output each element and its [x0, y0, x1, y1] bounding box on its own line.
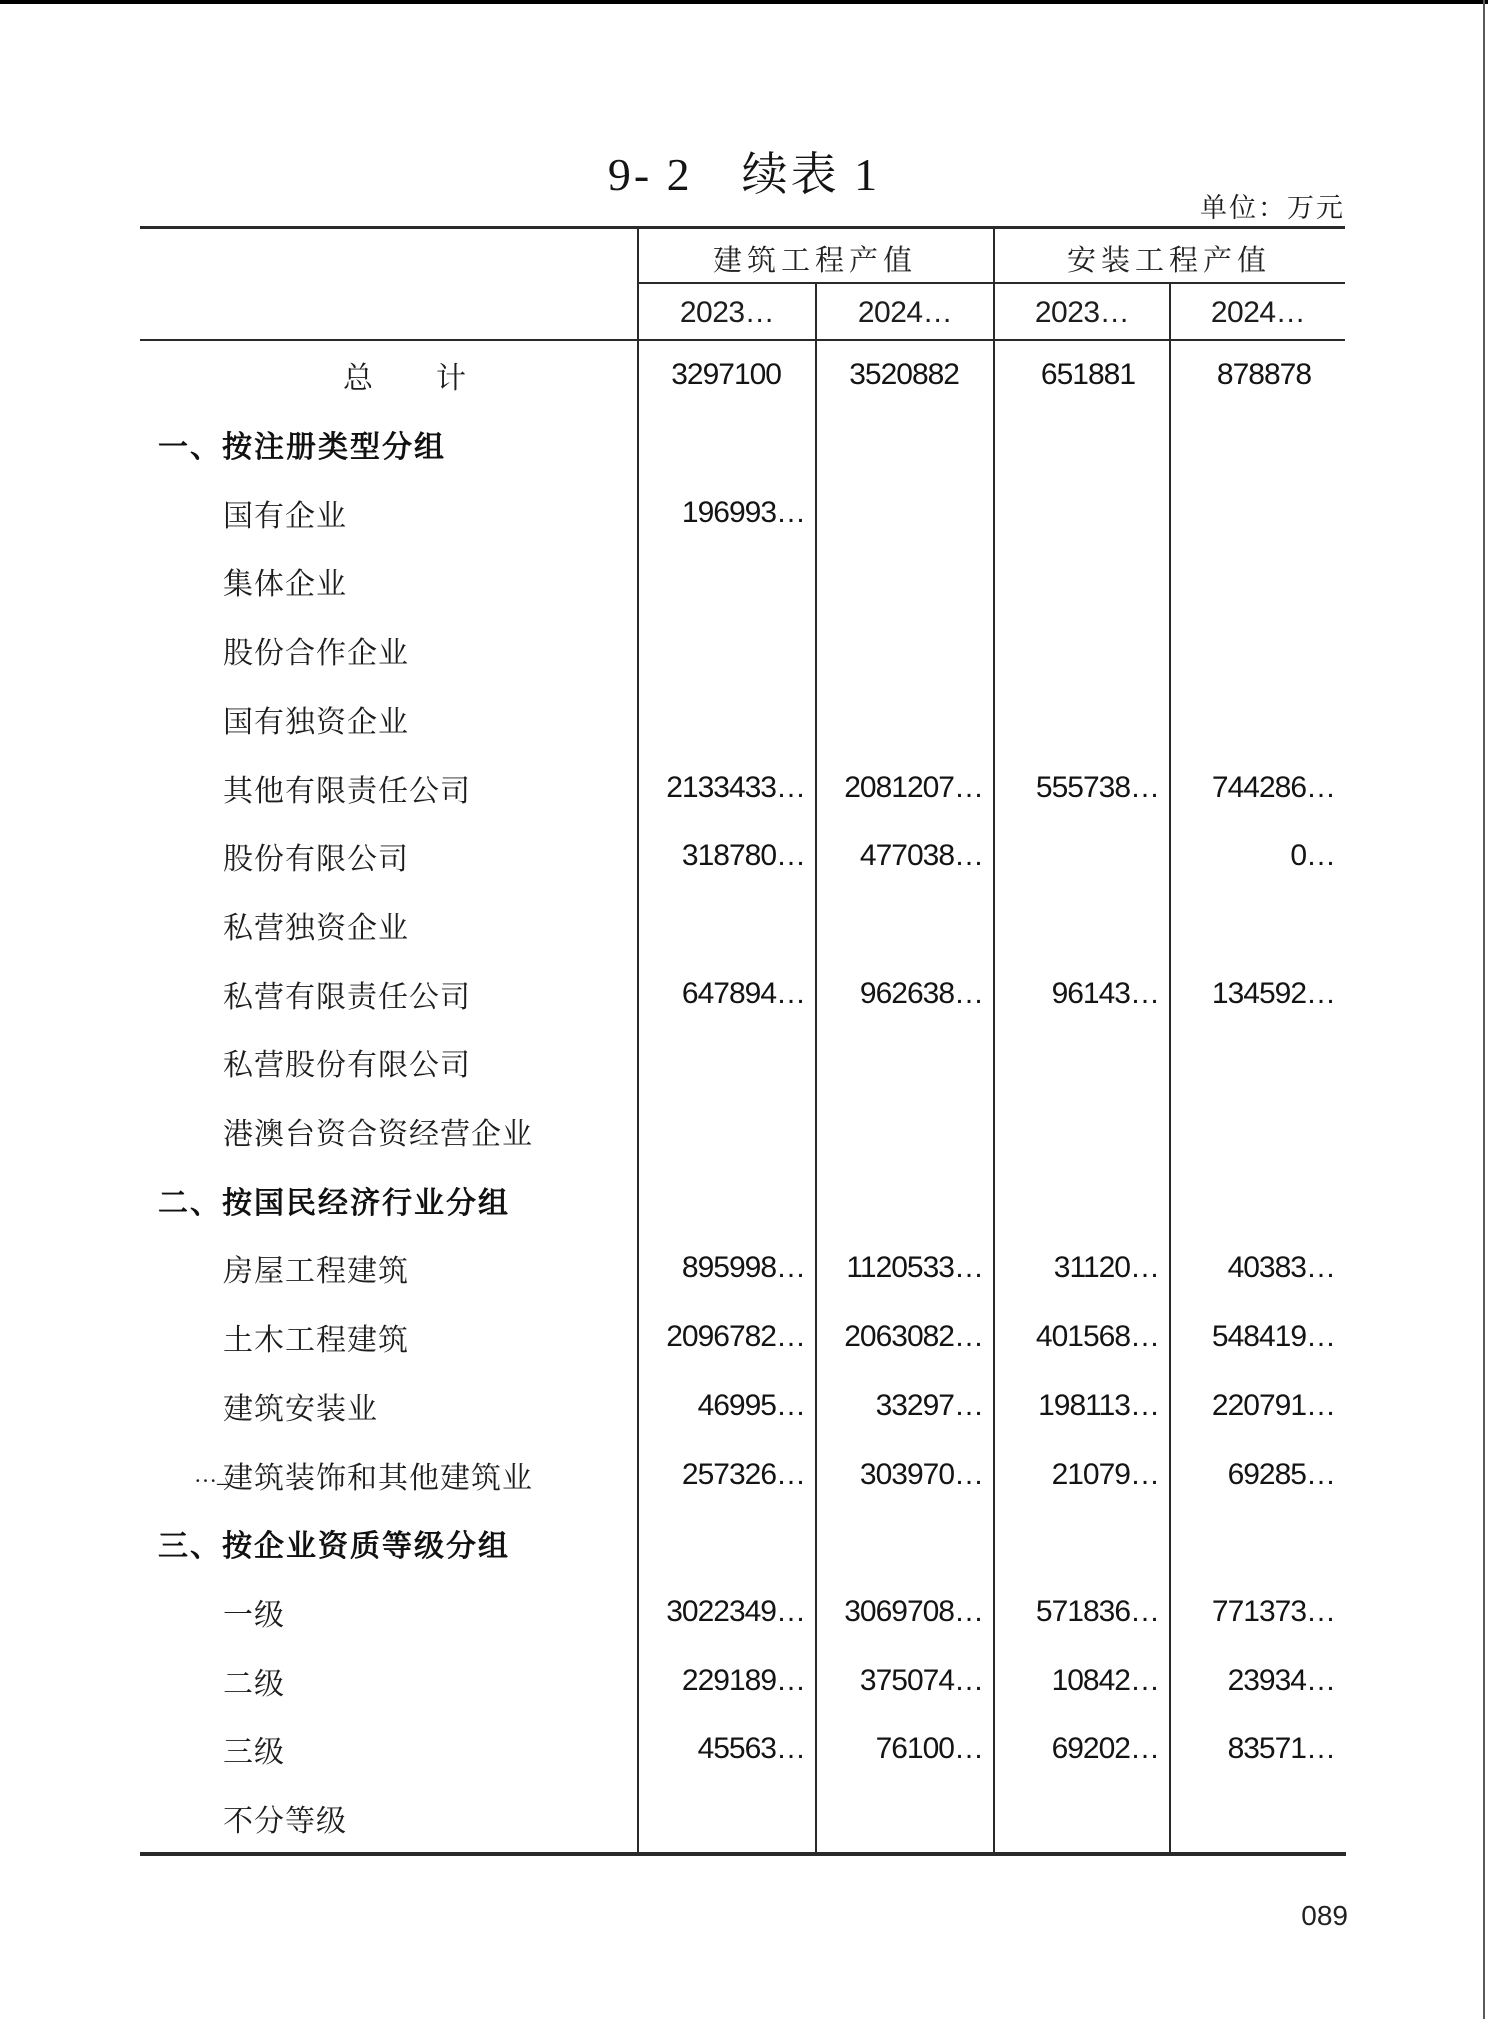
row-label: 不分等级	[223, 1805, 347, 1839]
truncation-marks: …_	[194, 1461, 229, 1487]
page-number: 089	[1301, 1900, 1348, 1931]
cell-value: 771373…	[1211, 1594, 1335, 1628]
row-label: 国有独资企业	[223, 705, 409, 739]
section-heading: 三、按企业资质等级分组	[158, 1530, 510, 1564]
row-label: 集体企业	[223, 568, 347, 602]
cell-value: 3069708…	[844, 1594, 983, 1628]
cell-value: 76100…	[875, 1732, 983, 1766]
cell-value: 96143…	[1051, 976, 1159, 1010]
cell-value: 220791…	[1211, 1388, 1335, 1422]
cell-value: 477038…	[859, 839, 983, 873]
row-label: 二级	[223, 1667, 285, 1701]
cell-value: 3297100	[671, 358, 781, 392]
cell-value: 647894…	[681, 976, 805, 1010]
cell-value: 33297…	[875, 1388, 983, 1422]
section-heading: 一、按注册类型分组	[158, 431, 446, 465]
cell-value: 744286…	[1211, 770, 1335, 804]
cell-value: 134592…	[1211, 976, 1335, 1010]
cell-value: 878878	[1216, 358, 1311, 392]
row-label: 房屋工程建筑	[223, 1255, 409, 1289]
column-group-construction-output: 建筑工程产值	[712, 244, 917, 277]
cell-value: 548419…	[1211, 1320, 1335, 1354]
cell-value: 229189…	[681, 1663, 805, 1697]
cell-value: 69202…	[1051, 1732, 1159, 1766]
cell-value: 10842…	[1051, 1663, 1159, 1697]
cell-value: 3022349…	[666, 1594, 805, 1628]
cell-value: 2096782…	[666, 1320, 805, 1354]
row-label: 私营股份有限公司	[223, 1049, 471, 1083]
column-group-installation-output: 安装工程产值	[1066, 244, 1271, 277]
row-label: 其他有限责任公司	[223, 774, 471, 808]
column-header-installation-2023: 2023…	[1034, 296, 1130, 329]
column-header-installation-2024: 2024…	[1210, 296, 1306, 329]
row-label: 港澳台资合资经营企业	[223, 1118, 533, 1152]
cell-value: 303970…	[859, 1457, 983, 1491]
cell-value: 895998…	[681, 1251, 805, 1285]
header-group-rule	[637, 282, 1345, 284]
cell-value: 962638…	[859, 976, 983, 1010]
cell-value: 257326…	[681, 1457, 805, 1491]
cell-value: 69285…	[1227, 1457, 1335, 1491]
cell-value: 198113…	[1038, 1388, 1159, 1422]
cell-value: 0…	[1290, 839, 1335, 873]
cell-value: 401568…	[1035, 1320, 1159, 1354]
row-label: 土木工程建筑	[223, 1324, 409, 1358]
unit-label: 单位：万元	[1200, 193, 1345, 223]
cell-value: 2081207…	[844, 770, 983, 804]
cell-value: 375074…	[859, 1663, 983, 1697]
column-header-construction-2023: 2023…	[679, 296, 775, 329]
cell-value: 2063082…	[844, 1320, 983, 1354]
row-label: 股份合作企业	[223, 637, 409, 671]
cell-value: 45563…	[697, 1732, 805, 1766]
cell-value: 2133433…	[666, 770, 805, 804]
cell-value: 83571…	[1227, 1732, 1335, 1766]
row-label: 一级	[223, 1598, 285, 1632]
table-bottom-rule	[140, 1852, 1346, 1856]
section-heading: 二、按国民经济行业分组	[158, 1186, 510, 1220]
row-label: 国有企业	[223, 499, 347, 533]
cell-value: 571836…	[1035, 1594, 1159, 1628]
cell-value: 3520882	[849, 358, 959, 392]
cell-value: 318780…	[681, 839, 805, 873]
cell-value: 1120533…	[846, 1251, 983, 1285]
cell-value: 555738…	[1035, 770, 1159, 804]
cell-value: 21079…	[1051, 1457, 1159, 1491]
row-label: 三级	[223, 1736, 285, 1770]
total-row-label: 总 计	[343, 362, 467, 396]
row-label: 建筑装饰和其他建筑业	[223, 1461, 533, 1495]
row-label: 股份有限公司	[223, 843, 409, 877]
page-right-edge	[1483, 0, 1485, 2019]
cell-value: 40383…	[1227, 1251, 1335, 1285]
cell-value: 196993…	[681, 495, 805, 529]
cell-value: 46995…	[697, 1388, 805, 1422]
page-top-edge	[0, 0, 1488, 4]
row-label: 建筑安装业	[223, 1392, 378, 1426]
cell-value: 23934…	[1227, 1663, 1335, 1697]
page-title: 9- 2 续表 1	[607, 149, 881, 200]
cell-value: 651881	[1040, 358, 1135, 392]
cell-value: 31120…	[1053, 1251, 1159, 1285]
table-top-rule	[140, 226, 1345, 229]
column-header-construction-2024: 2024…	[857, 296, 953, 329]
row-label: 私营有限责任公司	[223, 980, 471, 1014]
row-label: 私营独资企业	[223, 911, 409, 945]
